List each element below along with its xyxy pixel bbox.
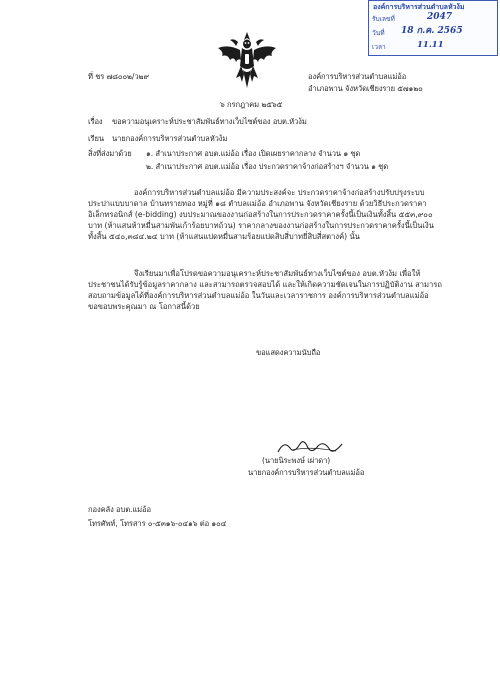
footer-phone: โทรศัพท์, โทรสาร ๐-๕๓๑๖-๐๔๑๖ ต่อ ๑๐๔ [88, 519, 227, 528]
stamp-time-value: 11.11 [417, 40, 444, 50]
body-line: ทั้งสิ้น ๕๔๐,๓๘๔.๒๔ บาท (ห้าแสนแปดหมื่นสามร้อยแปดสิบสี่บาทยี่สิบสี่สตางค์) นั้น [88, 232, 360, 241]
attachment-item: ๑. สำเนาประกาศ อบต.แม่อ้อ เรื่อง เปิดเผยราคากลาง จำนวน ๑ ชุด [146, 149, 361, 158]
subject-text: ขอความอนุเคราะห์ประชาสัมพันธ์ทางเว็บไซต์ของ อบต.หัวง้ม [112, 117, 307, 126]
sender-org-address: อำเภอพาน จังหวัดเชียงราย ๕๗๑๒๐ [308, 84, 423, 93]
handwritten-signature [274, 438, 346, 456]
stamp-receive-no: 2047 [427, 12, 453, 22]
body-line: สอบถามข้อมูลได้ที่องค์การบริหารส่วนตำบลแม่อ้อ ในวันและเวลาราชการ องค์การบริหารส่วนตำบลแม่อ้อ [88, 291, 429, 300]
subject-label: เรื่อง [88, 117, 103, 126]
sender-org-name: องค์การบริหารส่วนตำบลแม่อ้อ [308, 72, 407, 81]
stamp-receive-no-label: รับเลขที่ [372, 15, 395, 23]
closing-text: ขอแสดงความนับถือ [256, 348, 321, 357]
receive-stamp [368, 0, 498, 56]
body-paragraph-1 [88, 187, 434, 242]
garuda-emblem-icon [216, 30, 278, 90]
body-line: องค์การบริหารส่วนตำบลแม่อ้อ มีความประสงค์จะ ประกวดราคาจ้างก่อสร้างปรับปรุงระบบ [134, 188, 425, 197]
body-line: ขอขอบพระคุณมา ณ โอกาสนี้ด้วย [88, 302, 200, 311]
attachment-item: ๒. สำเนาประกาศ อบต.แม่อ้อ เรื่อง ประกวดราคาจ้างก่อสร้างฯ จำนวน ๑ ชุด [146, 162, 389, 171]
body-paragraph-2 [88, 268, 442, 312]
attachments-label: สิ่งที่ส่งมาด้วย [88, 149, 132, 158]
document-date: ๖ กรกฎาคม ๒๕๖๕ [220, 100, 283, 109]
body-line: ประปาแบบบาดาล บ้านทรายทอง หมู่ที่ ๑๘ ตำบลแม่อ้อ อำเภอพาน จังหวัดเชียงราย ด้วยวิธีประกวดราคา [88, 199, 427, 208]
body-line: อิเล็กทรอนิกส์ (e-bidding) งบประมาณของงานก่อสร้างในการประกวดราคาครั้งนี้เป็นเงินทั้งสิ้น ๕๕๓,๙๐๐ [88, 210, 433, 219]
signatory-title: นายกองค์การบริหารส่วนตำบลแม่อ้อ [248, 468, 365, 477]
document-number: ที่ ชร ๗๘๐๐๒/ว๒๙ [88, 72, 149, 81]
body-line: จึงเรียนมาเพื่อโปรดขอความอนุเคราะห์ประชาสัมพันธ์ทางเว็บไซต์ของ อบต.หัวง้ม เพื่อให้ [134, 269, 421, 278]
stamp-date-value: 18 ก.ค. 2565 [401, 26, 463, 36]
stamp-date-label: วันที่ [372, 29, 385, 37]
signatory-name: (นายนิระพงษ์ เผ่าดา) [262, 456, 331, 465]
stamp-org: องค์การบริหารส่วนตำบลหัวง้ม [373, 3, 465, 11]
addressee-text: นายกองค์การบริหารส่วนตำบลหัวง้ม [112, 134, 228, 143]
stamp-time-label: เวลา [372, 43, 386, 51]
addressee-label: เรียน [88, 134, 104, 143]
body-line: บาท (ห้าแสนห้าหมื่นสามพันเก้าร้อยบาทถ้วน) ราคากลางของงานก่อสร้างในการประกวดราคาครั้งนี้เป็นเงิน [88, 221, 434, 230]
footer-division: กองคลัง อบต.แม่อ้อ [88, 505, 151, 514]
body-line: ประชาชนได้รับรู้ข้อมูลราคากลาง และสามารถตรวจสอบได้ และให้เกิดความชัดเจนในการปฏิบัติงาน สามารถ [88, 280, 442, 289]
